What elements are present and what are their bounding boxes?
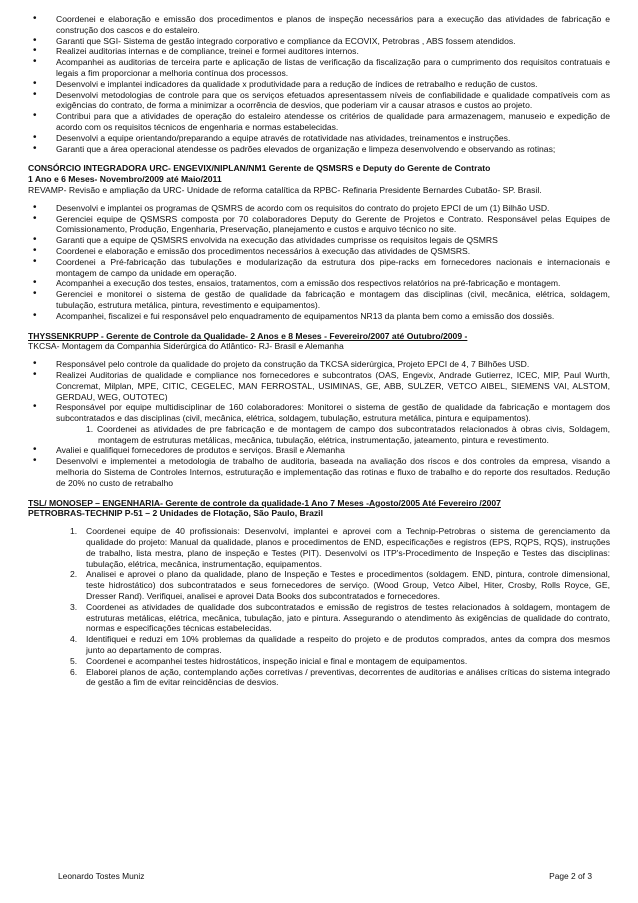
item-number: 6. <box>70 666 78 677</box>
job2-bullet-list-2 <box>28 445 610 488</box>
list-item: • Responsável por equipe multidisciplinar de 160 colaboradores: Monitorei o sistema de gestão de qualidade da fabricação e montagem dos subcontratados e das disciplinas (civil, mecânica, elétrica, soldagem, tubulação, estrutura metálica, pintura e equipamentos). <box>28 402 610 424</box>
list-item: • Avaliei e qualifiquei fornecedores de produtos e serviços. Brasil e Alemanha <box>28 445 610 456</box>
resume-page <box>28 14 610 688</box>
list-item: • Realizei Auditorias de qualidade e compliance nos fornecedores e subcontratos (OAS, Engevix, Andrade Gutierrez, ICEC, MIP, Paul Wurth, Concremat, Milplan, MPE, CITIC, CEGELEC, MAN FERROSTAL, USIMINAS, GE, ABB, SULZER, VETCO AIBEL, SIEMENS VAI, ALSTOM, GERDAU, WEG, OUTOTEC) <box>28 370 610 402</box>
job2-sub-item: 1. Coordenei as atividades de pre fabricação e de montagem de campo dos subcontratados relacionados à obras civis, Soldagem, montagem de estruturas metálicas, mecânica, tubulação, elétrica, instrumentação, jateamento, pintura e revestimento. <box>86 423 610 445</box>
list-item <box>28 634 610 656</box>
job2-bullet-list <box>28 359 610 424</box>
item-text: Identifiquei e reduzi em 10% problemas da qualidade a respeito do projeto e de produtos comprados, antes da compra dos mesmos junto ao departamento de compras. <box>86 634 610 656</box>
list-item: • Contribui para que a atividades de operação do estaleiro atendesse os critérios de qualidade para armazenagem, manuseio e expedição de acordo com os requisitos técnicos de engenharia e normas estabelecidas. <box>28 111 610 133</box>
job2-project: TKCSA- Montagem da Companhia Siderúrgica do Atlântico- RJ- Brasil e Alemanha <box>28 341 344 352</box>
list-item: • Garanti que a área operacional atendesse os padrões elevados de organização e limpeza desenvolvendo e observando as rotinas; <box>28 144 610 155</box>
item-text: Analisei e aprovei o plano da qualidade, plano de Inspeção e Testes e procedimentos (soldagem. END, pintura, controle dimensional, teste hidrostático) dos subcontratados e seus fornecedores de serviço. (Wood Group, Vetco Aibel, Hiter, Crosby, Rolls Royce, GE, Dresser Rand). Verifiquei, analisei e aprovei Data Books dos subcontratados e fornecedores. <box>86 569 610 602</box>
job3-subtitle: PETROBRAS-TECHNIP P-51 – 2 Unidades de Flotação, São Paulo, Brazil <box>28 508 323 519</box>
list-item: • Coordenei e elaboração e emissão dos procedimentos e planos de inspeção necessários para a execução das atividades de fabricação e construção dos cascos e do estaleiro. <box>28 14 610 36</box>
list-item <box>28 667 610 689</box>
item-text: Coordenei e acompanhei testes hidrostáticos, inspeção inicial e final e montagem de equipamentos. <box>86 655 468 666</box>
list-item: • Acompanhei a execução dos testes, ensaios, tratamentos, com a emissão dos respectivos relatórios na pré-fabricação e montagem. <box>28 278 610 289</box>
item-text: Coordenei as atividades de qualidade dos subcontratados e emissão de registros de testes relacionados à soldagem, montagem de estruturas metálicas, elétrica, mecânica, tubulação, jato e pintura. Assegurando o atendimento às exigências de qualidade do contrato, normas e especificações técnicas estabelecidas. <box>86 601 610 634</box>
list-item: • Desenvolvi e implantei indicadores da qualidade x produtividade para a redução de índices de retrabalho e redução de custos. <box>28 79 610 90</box>
item-number: 5. <box>70 655 78 666</box>
list-item: • Acompanhei as auditorias de terceira parte e aplicação de listas de verificação da fiscalização para o cumprimento dos requisitos contratuais e legais a fim proporcionar a melhoria contínua dos processos. <box>28 57 610 79</box>
list-item: • Desenvolvi metodologias de controle para que os serviços efetuados apresentassem níveis de confiabilidade e qualidade compatíveis com as exigências do contrato, de forma a minimizar a ocorrência de desvios, que poderiam vir a causar atrasos e custos ao projeto. <box>28 90 610 112</box>
list-item: • Desenvolvi e implementei a metodologia de trabalho de auditoria, baseada na avaliação dos riscos e dos controles da empresa, visando a melhoria do Sistema de Controles Internos, estruturação e implementação das rotinas e fluxo de trabalho e do reporte dos resultados. Redução de 20% no custo de retrabalho <box>28 456 610 488</box>
list-item: • Gerenciei equipe de QSMSRS composta por 70 colaboradores Deputy do Gerente de Projetos e Contrato. Responsável pelas Equipes de Comissionamento, Produção, Engenharia, Preservação, planejamento e custos e arquivo técnico no site. <box>28 214 610 236</box>
job1-bullet-list <box>28 203 610 322</box>
list-item: • Desenvolvi a equipe orientando/preparando a equipe através de rotatividade nas atividades, treinamentos e instruções. <box>28 133 610 144</box>
list-item: • Coordenei a Pré-fabricação das tubulações e modularização da estrutura dos pipe-racks em fornecedores nacionais e internacionais e montagem de campo da unidade em operação. <box>28 257 610 279</box>
job3-title: TSL/ MONOSEP – ENGENHARIA- Gerente de controle da qualidade-1 Ano 7 Meses -Agosto/2005 Até Fevereiro /2007 <box>28 497 501 508</box>
job1-period: 1 Ano e 6 Meses- Novembro/2009 até Maio/2011 <box>28 174 222 185</box>
list-item: • Desenvolvi e implantei os programas de QSMRS de acordo com os requisitos do contrato do projeto EPCI de um (1) Bilhão USD. <box>28 203 610 214</box>
item-text: Coordenei equipe de 40 profissionais: Desenvolvi, implantei e aprovei com a Technip-Petrobras o sistema de gerenciamento da qualidade do projeto: Manual da qualidade, planos e procedimentos de END, especificações e registros (EPS, RQPS, RQS), instruções de trabalho, lista mestra, plano de inspeção e Testes (PIT). Desenvolvi os ITP's-Procedimento de Inspeção e Testes das disciplinas: tubulação, elétrica, mecânica, instrumentação, equipamentos. <box>86 526 610 569</box>
item-number: 1. <box>70 526 78 537</box>
job2-title: THYSSENKRUPP - Gerente de Controle da Qualidade- 2 Anos e 8 Meses - Fevereiro/2007 até Outubro/2009 - <box>28 330 468 341</box>
footer-page-number: Page 2 of 3 <box>549 871 592 881</box>
item-number: 4. <box>70 634 78 645</box>
item-number: 2. <box>70 569 78 580</box>
intro-bullet-list <box>28 14 610 154</box>
footer-author: Leonardo Tostes Muniz <box>58 871 145 881</box>
list-item: • Garanti que a equipe de QSMSRS envolvida na execução das atividades cumprisse os requisitos legais de QSMRS <box>28 235 610 246</box>
list-item <box>28 526 610 569</box>
list-item: • Garanti que SGI- Sistema de gestão integrado corporativo e compliance da ECOVIX, Petrobras , ABS fossem atendidos. <box>28 36 610 47</box>
list-item: • Gerenciei e monitorei o sistema de gestão de qualidade da fabricação e montagem das disciplinas (civil, mecânica, elétrica, soldagem, tubulação, estrutura metálica, pintura, revestimento e equipamentos). <box>28 289 610 311</box>
list-item <box>28 569 610 601</box>
page-footer <box>58 871 592 881</box>
list-item: • Responsável pelo controle da qualidade do projeto da construção da TKCSA siderúrgica, Projeto EPCI de 4, 7 Bilhões USD. <box>28 359 610 370</box>
list-item: • Realizei auditorias internas e de compliance, treinei e formei auditores internos. <box>28 46 610 57</box>
item-number: 3. <box>70 601 78 612</box>
job1-title: CONSÓRCIO INTEGRADORA URC- ENGEVIX/NIPLAN/NM1 Gerente de QSMSRS e Deputy do Gerente de Contrato <box>28 163 491 174</box>
job3-numbered-list <box>28 526 610 688</box>
list-item <box>28 656 610 667</box>
job1-project: REVAMP- Revisão e ampliação da URC- Unidade de reforma catalítica da RPBC- Refinaria Presidente Bernardes Cubatão- SP. Brasil. <box>28 184 542 195</box>
list-item <box>28 602 610 634</box>
list-item: • Coordenei e elaboração e emissão dos procedimentos necessários à execução das atividades de QSMSRS. <box>28 246 610 257</box>
item-text: Elaborei planos de ação, contemplando ações corretivas / preventivas, decorrentes de auditorias e análises críticas do sistema integrado de gestão a fim de evitar reincidências de desvios. <box>86 666 610 688</box>
list-item: • Acompanhei, fiscalizei e fui responsável pelo enquadramento de equipamentos NR13 da planta bem como a emissão dos dossiês. <box>28 311 610 322</box>
